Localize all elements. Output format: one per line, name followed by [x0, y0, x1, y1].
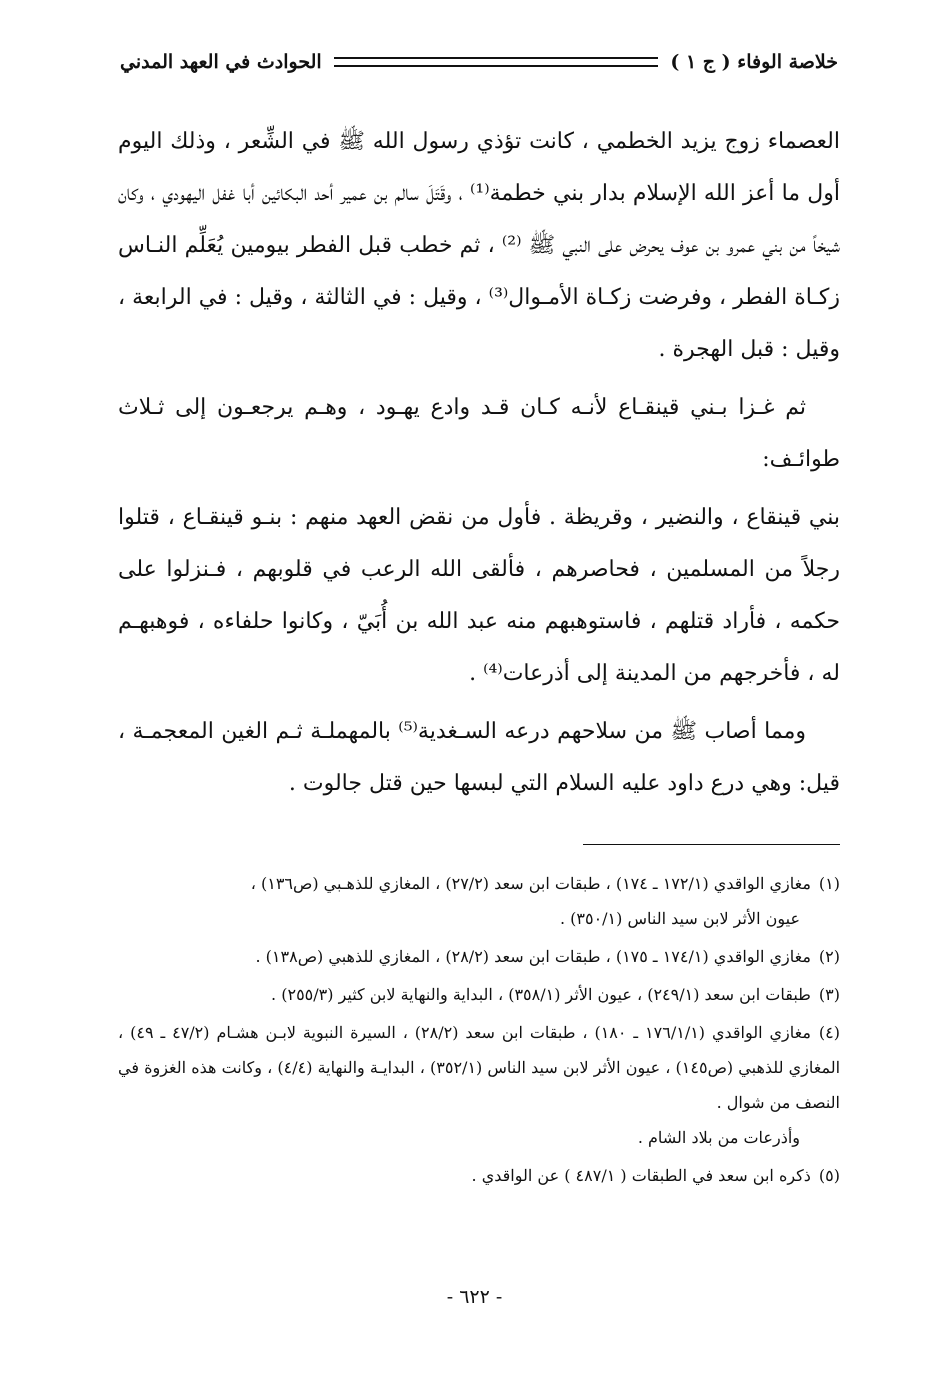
- footnote-number: (٥): [818, 1166, 840, 1185]
- footnote-text: طبقات ابن سعد (٢٤٩/١) ، عيون الأثر (٣٥٨/١) ، البداية والنهاية لابن كثير (٢٥٥/٣) .: [271, 985, 811, 1004]
- page-number: - ٦٢٢ -: [446, 1286, 503, 1308]
- main-text: [118, 116, 840, 816]
- footnote-number: (٤): [818, 1023, 841, 1042]
- footnotes: [118, 866, 840, 1196]
- footnote-text: ذكره ابن سعد في الطبقات ( ٤٨٧/١ ) عن الواقدي .: [471, 1166, 811, 1185]
- paragraph-4: ومما أصاب ﷺ من سلاحهم درعه السـغدية⁽⁵⁾ بالمهملـة ثـم الغين المعجمـة ، قيل: وهي درع داود عليه السلام التي لبسها حين قتل جالوت .: [118, 719, 840, 796]
- header-rule: [334, 57, 659, 67]
- footnote-number: (٢): [818, 947, 840, 966]
- footnote-5: [118, 1158, 840, 1193]
- footnote-4: [118, 1015, 840, 1155]
- footnote-number: (٣): [818, 985, 840, 1004]
- footnote-2: [118, 939, 840, 974]
- footnote-text: مغازي الواقدي (١٧٤/١ ـ ١٧٥) ، طبقات ابن سعد (٢٨/٢) ، المغازي للذهبي (ص١٣٨) .: [255, 947, 811, 966]
- footnote-number: (١): [818, 874, 840, 893]
- header-subtitle: الحوادث في العهد المدني: [120, 51, 322, 73]
- footnote-continuation: عيون الأثر لابن سيد الناس (٣٥٠/١) .: [559, 909, 800, 928]
- footnote-text: مغازي الواقدي (١٧٢/١ ـ ١٧٤) ، طبقات ابن سعد (٢٧/٢) ، المغازي للذهـبي (ص١٣٦) ،: [250, 874, 811, 893]
- footnote-separator: [583, 844, 840, 845]
- running-header: [120, 44, 838, 80]
- paragraph-3: بني قينقاع ، والنضير ، وقريظة . فأول من نقض العهد منهم : بنـو قينقـاع ، قتلوا رجلاً من المسلمين ، فحاصرهم ، فألقى الله الرعب في قلوبهم ، فـنزلوا على حكمه ، فأراد قتلهم ، فاستوهبهم منه عبد الله بن أُبَيّ ، وكانوا حلفاءه ، فوهبهـم له ، فأخرجهم من المدينة إلى أذرعات⁽⁴⁾ .: [118, 505, 840, 686]
- footnote-1: [118, 866, 840, 936]
- header-title: خلاصة الوفاء ( ج ١ ): [670, 51, 838, 73]
- paragraph-2: ثم غـزا بـني قينقـاع لأنـه كـان قـد وادع يهـود ، وهـم يرجعـون إلى ثـلاث طوائـف:: [118, 395, 840, 472]
- footnote-text: مغازي الواقدي (١٧٦/١/١ ـ ١٨٠) ، طبقات ابن سعد (٢٨/٢) ، السيرة النبوية لابـن هشـام (٤٧/٢ ـ ٤٩) ، المغازي للذهبي (ص١٤٥) ، عيون الأثر لابن سيد الناس (٣٥٢/١) ، البدايـة والنهاية (٤/٤) ، وكانت هذه الغزوة في النصف من شوال .: [118, 1023, 841, 1112]
- footnote-continuation: وأذرعات من بلاد الشام .: [637, 1128, 800, 1147]
- footnote-3: [118, 977, 840, 1012]
- paragraph-1: العصماء زوج يزيد الخطمي ، كانت تؤذي رسول الله ﷺ في الشِّعر ، وذلك اليوم أول ما أعز الله الإسلام بدار بني خطمة⁽¹⁾ ، وقَتَلَ سالم بن عمير أحد البكائين أبا غفل اليهودي ، وكان شيخاً من بني عمرو بن عوف يحرض على النبي ﷺ ⁽²⁾ ، ثم خطب قبل الفطر بيومين يُعَلِّم النـاس زكـاة الفطر ، وفرضت زكـاة الأمـوال⁽³⁾ ، وقيل : في الثالثة ، وقيل : في الرابعة ، وقيل : قبل الهجرة .: [118, 129, 841, 362]
